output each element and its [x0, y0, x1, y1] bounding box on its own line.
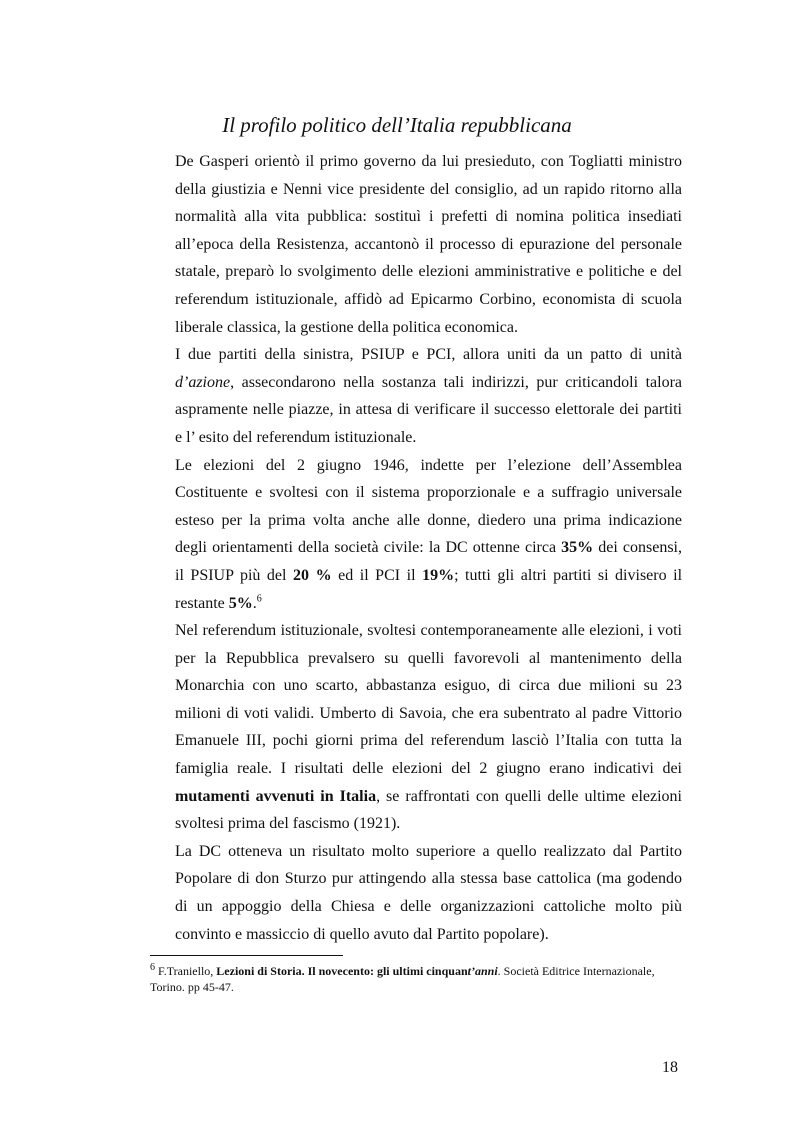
text-run: referendum istituzionale, affidò ad Epicarmo Corbino, economista di scuola [175, 290, 682, 308]
text-line [175, 783, 682, 811]
footnote-ref: 6 [256, 593, 262, 605]
text-line [175, 479, 682, 507]
text-line [175, 507, 682, 535]
text-run: 35% [561, 539, 594, 557]
text-run: degli orientamenti della società civile: la DC ottenne circa [175, 539, 562, 557]
text-line [175, 231, 682, 259]
footnote-divider [150, 955, 343, 956]
text-run: per la Repubblica prevalsero su quelli favorevoli al mantenimento della [175, 649, 682, 667]
text-line [175, 314, 682, 342]
text-run: Costituente e svoltesi con il sistema proporzionale e a suffragio universale [175, 484, 682, 502]
text-run: ; tutti gli altri partiti si divisero il [454, 566, 683, 584]
text-run: 19% [422, 566, 455, 584]
text-run: statale, preparò lo svolgimento delle elezioni amministrative e politiche e del [175, 263, 682, 281]
text-run: di un appoggio della Chiesa e delle organizzazioni cattoliche molto più [175, 898, 682, 916]
text-line [175, 617, 682, 645]
text-run: ed il PCI il [331, 566, 423, 584]
text-line [175, 700, 682, 728]
footnote-text: t’anni [467, 964, 498, 978]
text-line [175, 645, 682, 673]
text-run: della giustizia e Nenni vice presidente del consiglio, ad un rapido ritorno alla [175, 180, 682, 198]
text-run: Monarchia con uno scarto, abbastanza esiguo, di circa due milioni su 23 [175, 677, 682, 695]
text-run: Emanuele III, pochi giorni prima del referendum lasciò l’Italia con tutta la [175, 732, 682, 750]
text-run: d’azione [175, 373, 231, 391]
text-run: . [252, 594, 257, 612]
text-run: 5% [228, 594, 253, 612]
text-run: liberale classica, la gestione della politica economica. [175, 318, 518, 336]
text-line [175, 562, 682, 590]
text-run: , se raffrontati con quelli delle ultime elezioni [376, 787, 683, 805]
text-line [175, 590, 682, 618]
body-text [175, 148, 682, 948]
text-line [175, 424, 682, 452]
footnote [150, 963, 682, 995]
text-line [175, 452, 682, 480]
text-run: famiglia reale. I risultati delle elezioni del 2 giugno erano indicativi dei [175, 760, 682, 778]
text-line [175, 810, 682, 838]
text-line [175, 176, 682, 204]
footnote-text: F.Traniello, [155, 964, 217, 978]
text-run: normalità alla vita pubblica: sostituì i prefetti di nomina politica insediati [175, 208, 682, 226]
text-line [175, 203, 682, 231]
text-run: mutamenti avvenuti in Italia [175, 787, 377, 805]
text-run: il PSIUP più del [175, 566, 294, 584]
text-line [175, 672, 682, 700]
text-line [175, 534, 682, 562]
footnote-text: . Società Editrice Internazionale, Torino. pp 45-47. [150, 964, 655, 994]
text-run: La DC otteneva un risultato molto superiore a quello realizzato dal Partito [175, 842, 682, 860]
text-line [175, 258, 682, 286]
text-run: 20 % [293, 566, 332, 584]
text-line [175, 396, 682, 424]
text-run: dei consensi, [593, 539, 682, 557]
text-run: restante [175, 594, 229, 612]
text-line [175, 341, 682, 369]
text-run: svoltesi prima del fascismo (1921). [175, 815, 401, 833]
text-run: Le elezioni del 2 giugno 1946, indette per l’elezione dell’Assemblea [175, 456, 682, 474]
text-run: convinto e massiccio di quello avuto dal Partito popolare). [175, 925, 549, 943]
text-line [175, 148, 682, 176]
text-run: Nel referendum istituzionale, svoltesi contemporaneamente alle elezioni, i voti [175, 622, 682, 640]
text-line [175, 755, 682, 783]
text-line [175, 286, 682, 314]
text-line [175, 865, 682, 893]
text-line [175, 921, 682, 949]
page-title: Il profilo politico dell’Italia repubblicana [222, 113, 572, 137]
text-run: milioni di voti validi. Umberto di Savoia, che era subentrato al padre Vittorio [175, 704, 682, 722]
text-run: , assecondarono nella sostanza tali indirizzi, pur criticandoli talora [230, 373, 682, 391]
text-run: aspramente nelle piazze, in attesa di verificare il successo elettorale dei partiti [175, 401, 682, 419]
text-run: all’epoca della Resistenza, accantonò il processo di epurazione del personale [175, 235, 682, 253]
text-line [175, 893, 682, 921]
page-number: 18 [662, 1059, 678, 1076]
text-run: I due partiti della sinistra, PSIUP e PCI, allora uniti da un patto di unità [175, 346, 682, 364]
footnote-text: Lezioni di Storia. Il novecento: gli ultimi cinquan [216, 964, 468, 978]
text-line [175, 369, 682, 397]
text-run: esteso per la prima volta anche alle donne, diedero una prima indicazione [175, 511, 682, 529]
text-run: De Gasperi orientò il primo governo da lui presieduto, con Togliatti ministro [175, 153, 682, 170]
text-run: e l’ esito del referendum istituzionale. [175, 428, 417, 446]
text-line [175, 727, 682, 755]
text-run: Popolare di don Sturzo pur attingendo alla stessa base cattolica (ma godendo [175, 870, 682, 888]
text-line [175, 838, 682, 866]
footnote-number: 6 [150, 962, 155, 973]
